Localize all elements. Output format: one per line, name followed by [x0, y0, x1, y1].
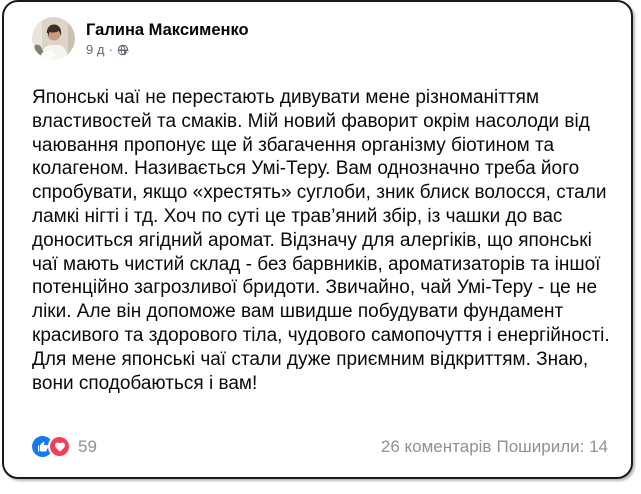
post-footer — [32, 435, 608, 458]
post-header-text — [86, 20, 249, 58]
reactions-summary[interactable] — [32, 435, 97, 458]
heart-icon[interactable] — [48, 435, 71, 458]
post-meta — [86, 41, 249, 58]
post-header — [32, 17, 609, 60]
globe-icon — [117, 44, 129, 56]
shares-count[interactable]: Поширили: 14 — [496, 436, 608, 456]
author-name[interactable]: Галина Максименко — [86, 20, 249, 39]
post-body-text: Японські чаї не перестають дивувати мене різноманіттям властивостей та смаків. Мій новий фаворит окрім насолоди від чаювання пропонує ще й збагачення організму біотином та колагеном. Називається Умі-Теру. Вам однозначно треба його спробувати, якщо «хрестять» суглоби, зник блиск волосся, стали ламкі нігті і тд. Хоч по суті це трав’яний збір, із чашки до вас доноситься ягідний аромат. Відзначу для алергіків, що японські чаї мають чистий склад - без барвників, ароматизаторів та іншої потенційно загрозливої бридоти. Звичайно, чай Умі-Теру - це не ліки. Але він допоможе вам швидше побудувати фундамент красивого та здорового тіла, чудового самопочуття і енергійності. Для мене японські чаї стали дуже приємним відкриттям. Знаю, вони сподобаються і вам! — [32, 87, 615, 394]
engagement-counts — [381, 437, 608, 457]
avatar-photo — [32, 17, 75, 60]
timestamp[interactable]: 9 д — [86, 41, 105, 57]
comments-count[interactable]: 26 коментарів — [380, 436, 492, 456]
avatar[interactable] — [32, 17, 75, 60]
meta-separator: · — [108, 41, 113, 57]
facebook-post-card — [2, 0, 633, 479]
reaction-count[interactable]: 59 — [78, 436, 97, 456]
